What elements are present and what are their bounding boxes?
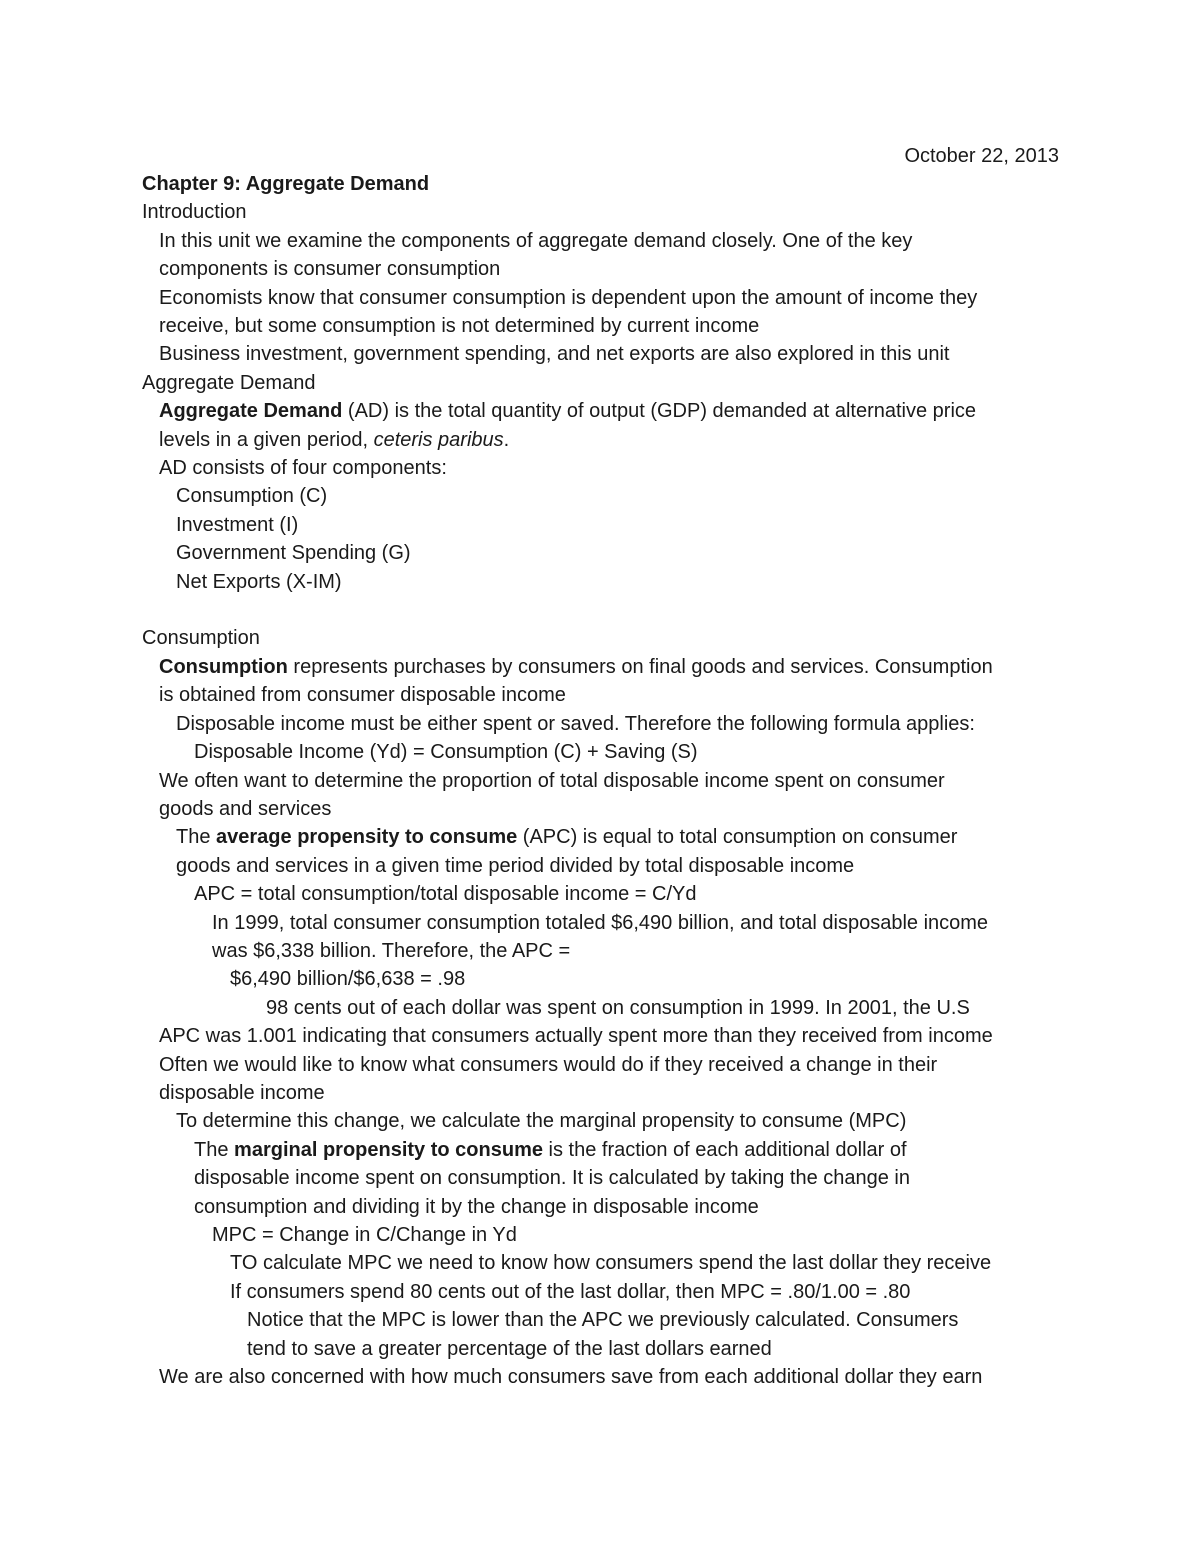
outline-line [142,284,1072,312]
line-text: If consumers spend 80 cents out of the last dollar, then MPC = .80/1.00 = .80 [230,1280,911,1303]
line-text: Introduction [142,201,247,224]
outline-line [142,1363,1072,1391]
line-text: Business investment, government spending, and net exports are also explored in this unit [159,343,950,366]
line-text: The [194,1138,235,1161]
outline-line [142,994,1072,1022]
line-text: In 1999, total consumer consumption totaled $6,490 billion, and total disposable income [212,911,989,934]
line-text: Notice that the MPC is lower than the APC we previously calculated. Consumers [247,1309,959,1332]
line-text: goods and services in a given time period divided by total disposable income [176,854,855,877]
outline-line [142,1306,1072,1334]
line-text: receive, but some consumption is not determined by current income [159,315,760,338]
outline-line [142,880,1072,908]
line-text: . [503,428,510,451]
outline-line [142,1249,1072,1277]
outline-line [142,624,1072,652]
line-text: components is consumer consumption [159,258,501,281]
outline-line [142,767,1072,795]
line-text: levels in a given period, [159,428,374,451]
outline-line [142,1221,1072,1249]
outline-line [142,1107,1072,1135]
line-text: (AD) is the total quantity of output (GDP) demanded at alternative price [342,400,977,423]
outline-line [142,1022,1072,1050]
outline-line [142,227,1072,255]
outline-line [142,1193,1072,1221]
line-text: APC = total consumption/total disposable income = C/Yd [194,883,697,906]
line-text: The [176,826,217,849]
line-text: Consumption (C) [176,485,328,508]
line-text: (APC) is equal to total consumption on consumer [517,826,958,849]
blank-line [142,596,1072,624]
line-text: AD consists of four components: [159,457,447,480]
bold-term: marginal propensity to consume [234,1138,543,1161]
line-text: Often we would like to know what consumers would do if they received a change in their [159,1053,938,1076]
document-date: October 22, 2013 [904,145,1059,167]
line-text: We often want to determine the proportion of total disposable income spent on consumer [159,769,945,792]
line-text: APC was 1.001 indicating that consumers actually spent more than they received from income [159,1025,993,1048]
outline-line [142,1335,1072,1363]
bold-term: Consumption [159,655,288,678]
outline-line [142,965,1072,993]
line-text: disposable income [159,1081,325,1104]
line-text: is obtained from consumer disposable income [159,684,566,707]
outline-line [142,823,1072,851]
outline-line [142,568,1072,596]
line-text: MPC = Change in C/Change in Yd [212,1224,517,1247]
outline-line [142,1164,1072,1192]
line-text: 98 cents out of each dollar was spent on consumption in 1999. In 2001, the U.S [266,996,970,1019]
outline-line [142,852,1072,880]
outline-line [142,426,1072,454]
line-text: Government Spending (G) [176,542,411,565]
outline-line [142,369,1072,397]
outline-line [142,1079,1072,1107]
outline-line [142,710,1072,738]
outline-line [142,511,1072,539]
outline-line [142,340,1072,368]
line-text: is the fraction of each additional dollar of [542,1138,907,1161]
line-text: Disposable Income (Yd) = Consumption (C) + Saving (S) [194,741,698,764]
line-text: In this unit we examine the components of aggregate demand closely. One of the key [159,229,913,252]
outline-notes [142,170,1072,1391]
line-text: To determine this change, we calculate the marginal propensity to consume (MPC) [176,1110,907,1133]
bold-term: average propensity to consume [216,826,518,849]
bold-term: Chapter 9: Aggregate Demand [142,173,430,195]
outline-line [142,681,1072,709]
outline-line [142,1278,1072,1306]
line-text: tend to save a greater percentage of the last dollars earned [247,1337,772,1360]
bold-term: Aggregate Demand [159,400,343,423]
line-text: $6,490 billion/$6,638 = .98 [230,968,466,991]
outline-line [142,482,1072,510]
outline-line [142,539,1072,567]
line-text: consumption and dividing it by the change in disposable income [194,1195,759,1218]
outline-line [142,397,1072,425]
outline-line [142,454,1072,482]
outline-line [142,1136,1072,1164]
line-text: was $6,338 billion. Therefore, the APC = [212,939,571,962]
line-text: goods and services [159,797,332,820]
outline-line [142,738,1072,766]
line-text: Investment (I) [176,513,299,536]
outline-line [142,909,1072,937]
outline-line [142,170,1072,198]
line-text: Aggregate Demand [142,371,316,394]
outline-line [142,1051,1072,1079]
line-text: We are also concerned with how much consumers save from each additional dollar they earn [159,1366,983,1389]
outline-line [142,255,1072,283]
line-text: Net Exports (X-IM) [176,570,342,593]
outline-line [142,312,1072,340]
line-text: Disposable income must be either spent or saved. Therefore the following formula applies: [176,712,975,735]
line-text: Consumption [142,627,260,650]
outline-line [142,937,1072,965]
line-text: disposable income spent on consumption. It is calculated by taking the change in [194,1167,910,1190]
line-text: represents purchases by consumers on final goods and services. Consumption [287,655,993,678]
italic-term: ceteris paribus [373,428,504,451]
line-text: Economists know that consumer consumption is dependent upon the amount of income they [159,286,978,309]
outline-line [142,795,1072,823]
outline-line [142,198,1072,226]
outline-line [142,653,1072,681]
line-text: TO calculate MPC we need to know how consumers spend the last dollar they receive [230,1252,992,1275]
